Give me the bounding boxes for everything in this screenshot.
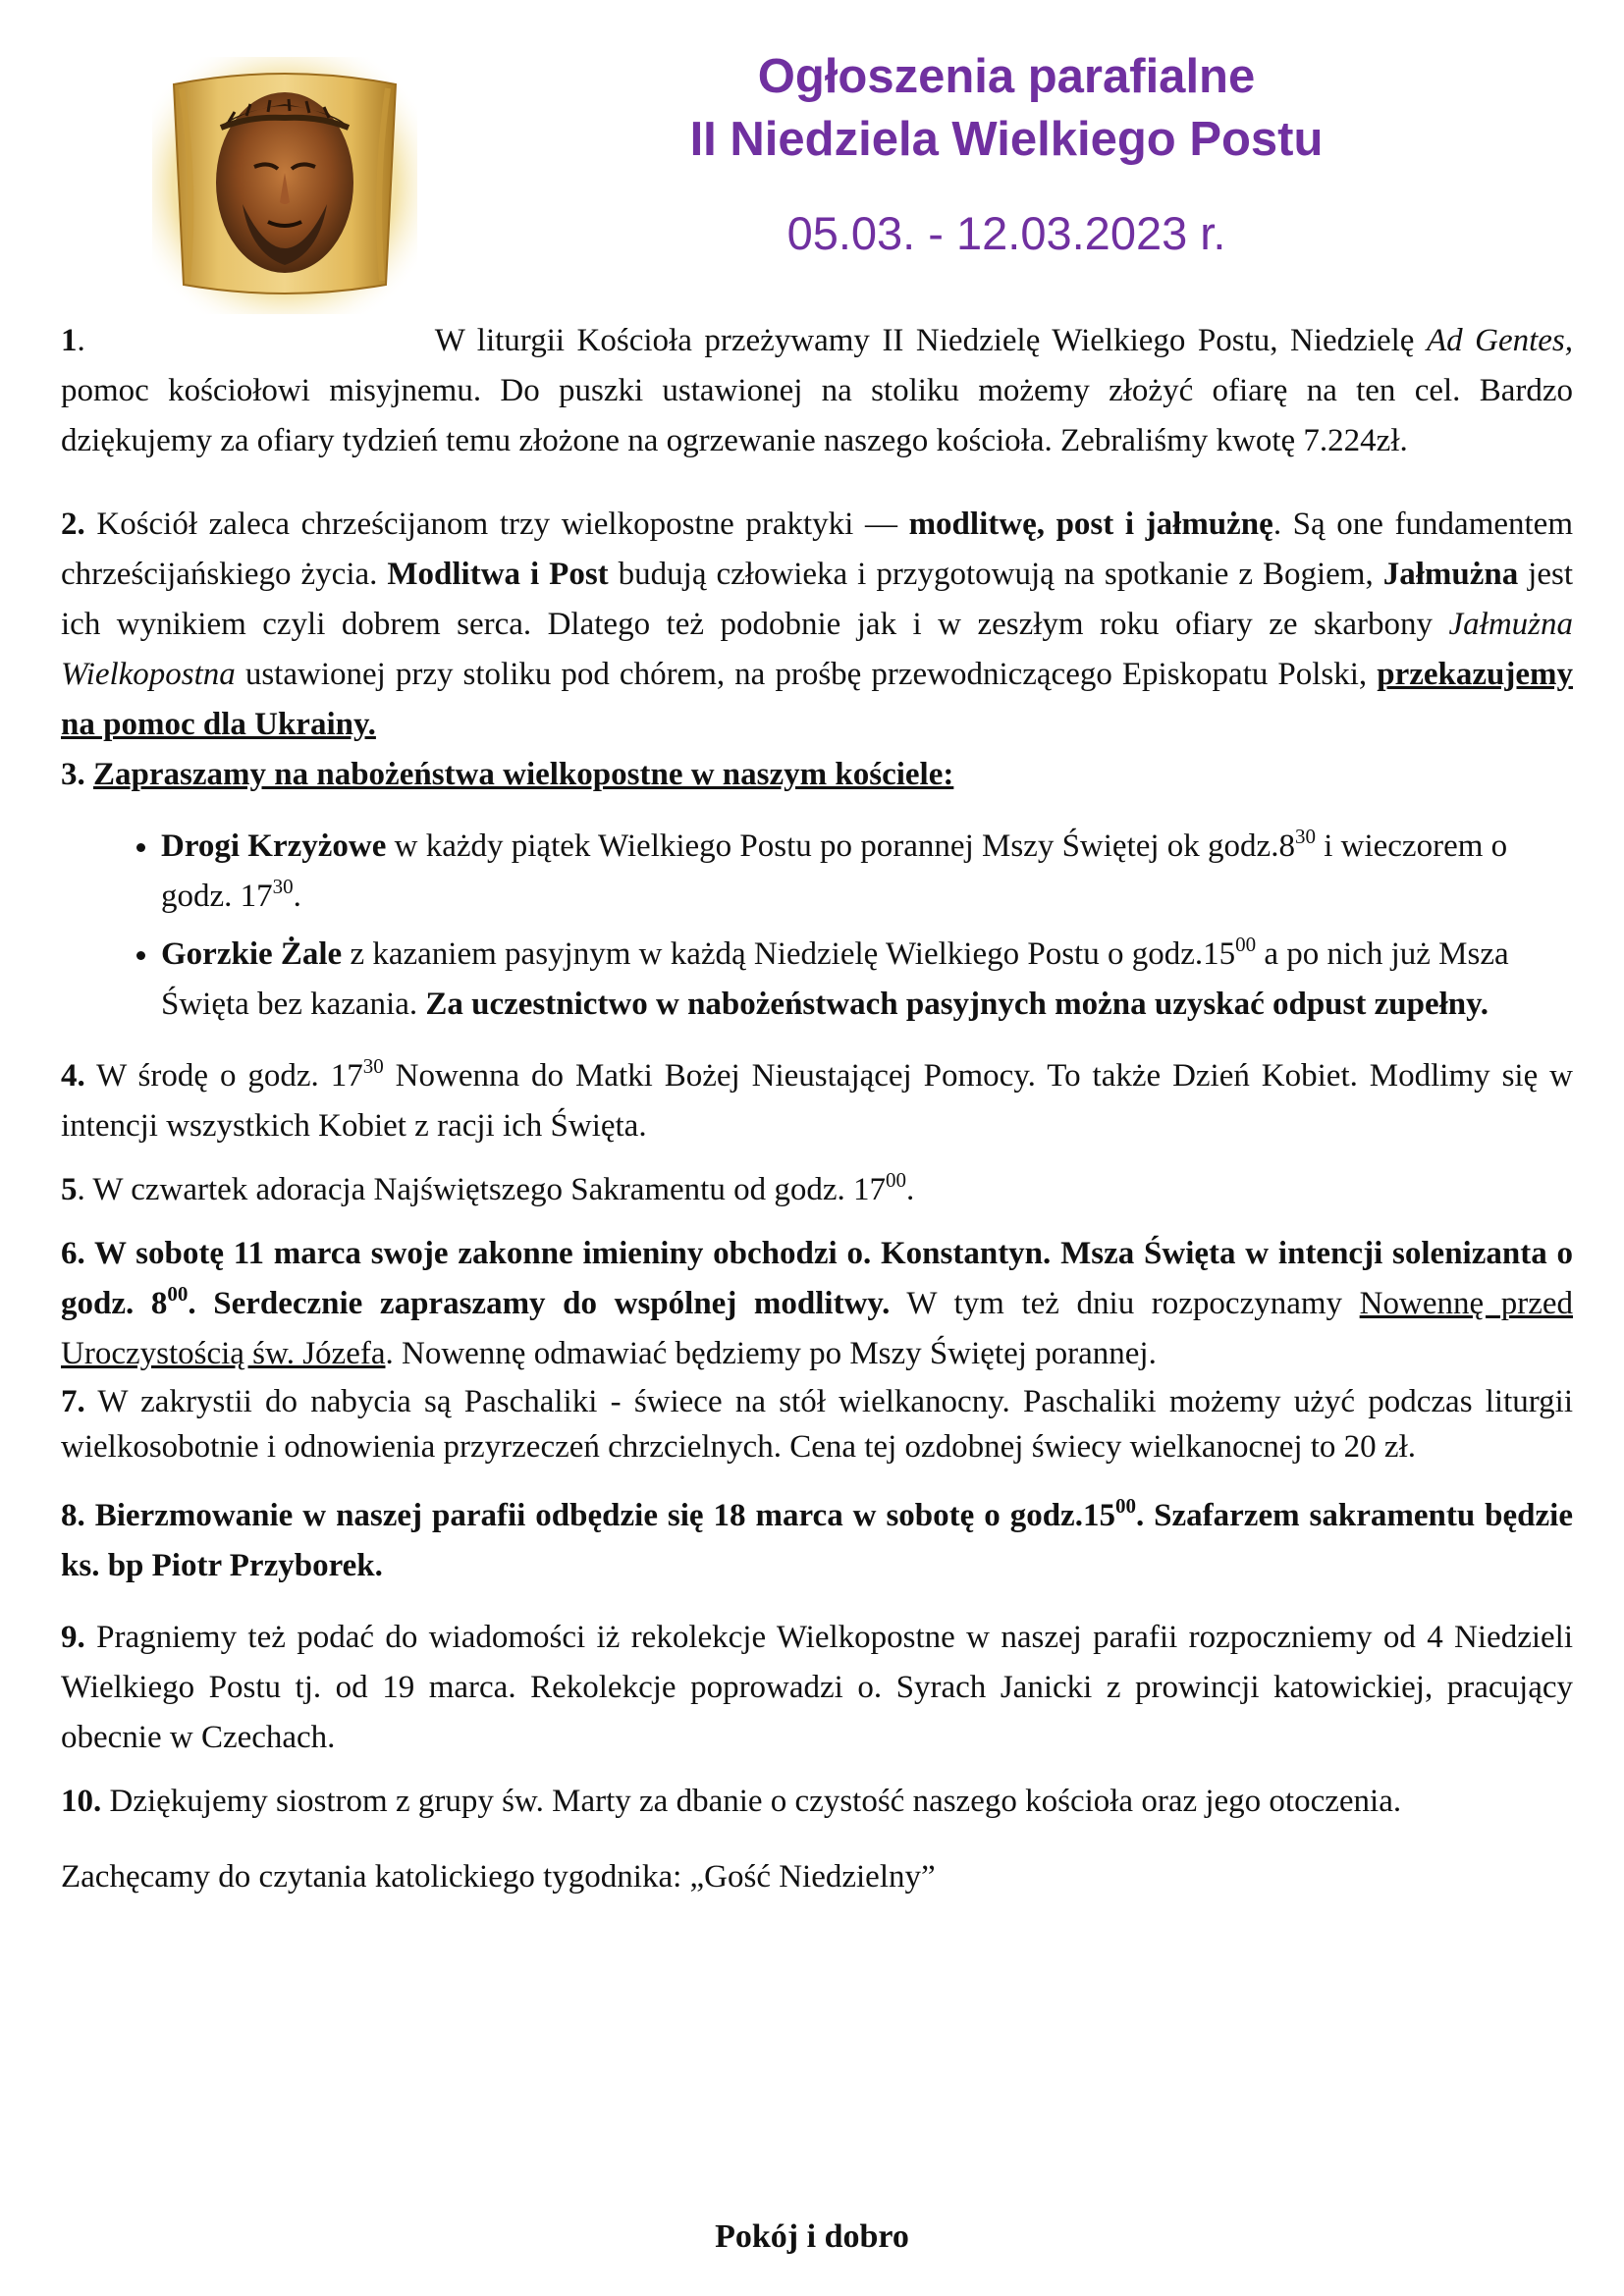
announcement-7: 7. W zakrystii do nabycia są Paschaliki - świece na stół wielkanocny. Paschaliki możemy użyć podczas liturgii wielkosobotnie i odnowienia przyrzeczeń chrzcielnych. Cena tej ozdobnej świecy wielkanocnej to 20 zł.	[61, 1384, 1573, 1465]
announcement-6: 6. W sobotę 11 marca swoje zakonne imieniny obchodzi o. Konstantyn. Msza Święta w intencji solenizanta o godz. $8^{00}$. Serdecznie zapraszamy do wspólnej modlitwy. W tym też dniu rozpoczynamy Nowennę przed Uroczystością św. Józefa. Nowennę odmawiać będziemy po Mszy Świętej porannej.	[61, 1236, 1574, 1371]
footer-greeting: Pokój i dobro	[715, 2218, 909, 2255]
veil-of-veronica-icon	[152, 57, 417, 314]
date-range: 05.03. - 12.03.2023 r.	[786, 207, 1226, 259]
closing-note: Zachęcamy do czytania katolickiego tygodnika: „Gość Niedzielny”	[61, 1859, 936, 1895]
announcements-body	[61, 316, 1573, 1902]
title-line-2: II Niedziela Wielkiego Postu	[689, 113, 1324, 166]
announcement-2: 2. Kościół zaleca chrześcijanom trzy wielkopostne praktyki — modlitwę, post i jałmużnę. Są one fundamentem chrześcijańskiego życia. Modlitwa i Post budują człowieka i przygotowują na spotkanie z Bogiem, Jałmużna jest ich wynikiem czyli dobrem serca. Dlatego też podobnie jak i w zeszłym roku ofiary ze skarbony Jałmużna Wielkopostna ustawionej przy stoliku pod chórem, na prośbę przewodniczącego Episkopatu Polski, przekazujemy na pomoc dla Ukrainy.	[61, 507, 1574, 742]
announcement-10: 10. Dziękujemy siostrom z grupy św. Marty za dbanie o czystość naszego kościoła oraz jego otoczenia.	[61, 1784, 1402, 1819]
announcement-5: 5. W czwartek adoracja Najświętszego Sakramentu od godz. $17^{00}$.	[61, 1168, 915, 1207]
announcement-8: 8. Bierzmowanie w naszej parafii odbędzie się 18 marca w sobotę o $godz.15^{00}$. Szafarzem sakramentu będzie ks. bp Piotr Przyborek.	[61, 1494, 1573, 1583]
devotions-list	[61, 822, 1573, 1030]
announcement-9: 9. Pragniemy też podać do wiadomości iż rekolekcje Wielkopostne w naszej parafii rozpoczniemy od 4 Niedzieli Wielkiego Postu tj. od 19 marca. Rekolekcje poprowadzi o. Syrach Janicki z prowincji katowickiej, pracujący obecnie w Czechach.	[61, 1620, 1573, 1755]
announcement-1: 1. W liturgii Kościoła przeżywamy II Niedzielę Wielkiego Postu, Niedzielę Ad Gentes, pomoc kościołowi misyjnemu. Do puszki ustawionej na stoliku możemy złożyć ofiarę na ten cel. Bardzo dziękujemy za ofiary tydzień temu złożone na ogrzewanie naszego kościoła. Zebraliśmy kwotę 7.224zł.	[61, 323, 1574, 458]
list-item: • Drogi Krzyżowe w każdy piątek Wielkiego Postu po porannej Mszy Świętej ok $godz.8^{30}$ i wieczorem o godz. $17^{30}$.	[161, 822, 1573, 922]
announcement-4: 4. W środę o godz. $17^{30}$ Nowenna do Matki Bożej Nieustającej Pomocy. To także Dzień Kobiet. Modlimy się w intencji wszystkich Kobiet z racji ich Święta.	[61, 1054, 1573, 1144]
announcement-2-number: 2.	[61, 507, 85, 542]
announcement-1-number: 1	[61, 323, 78, 358]
title-line-1: Ogłoszenia parafialne	[757, 50, 1256, 103]
list-item: • Gorzkie Żale z kazaniem pasyjnym w każdą Niedzielę Wielkiego Postu o $godz.15^{00}$ a po nich już Msza Święta bez kazania. Za uczestnictwo w nabożeństwach pasyjnych można uzyskać odpust zupełny.	[161, 930, 1573, 1030]
announcement-3-heading: 3. Zapraszamy na nabożeństwa wielkopostne w naszym kościele:	[61, 757, 954, 792]
